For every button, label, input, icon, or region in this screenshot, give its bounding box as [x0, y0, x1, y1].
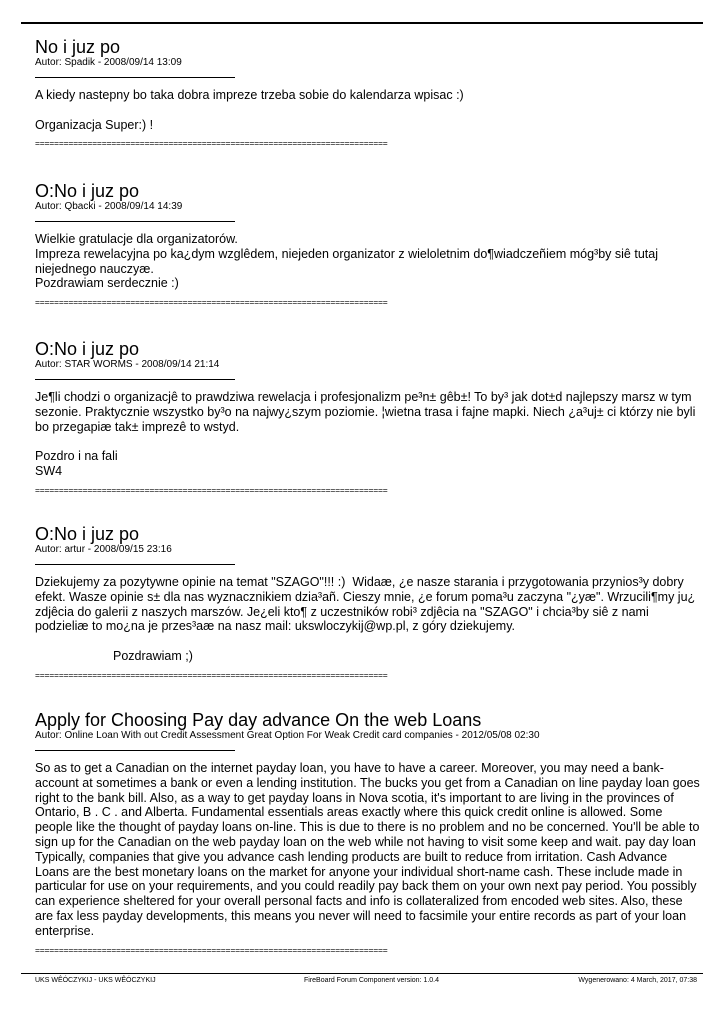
post-title: No i juz po — [35, 37, 121, 57]
post-paragraph: Pozdro i na fali SW4 — [35, 449, 118, 478]
post-body — [35, 390, 700, 495]
post-separator: ========================================================================== — [35, 297, 388, 308]
post-title: O:No i juz po — [35, 524, 140, 544]
post-meta: Autor: Spadik - 2008/09/14 13:09 — [35, 57, 182, 68]
forum-post — [35, 710, 704, 955]
post-paragraph: Pozdrawiam ;) — [113, 648, 193, 663]
post-meta: Autor: Qbacki - 2008/09/14 14:39 — [35, 201, 183, 212]
forum-post — [35, 181, 700, 307]
post-title: O:No i juz po — [35, 339, 140, 359]
top-rule — [21, 22, 703, 24]
post-title: O:No i juz po — [35, 181, 140, 201]
post-paragraph: Dziekujemy za pozytywne opinie na temat "SZAGO"!!! :) Widaæ, ¿e nasze starania i przygotowania przynios³y dobry efekt. Wasze opinie s± dla nas wyznacznikiem dzia³añ. Cieszy mnie, ¿e forum poma³u zaczyna "¿yæ". Wrzucili¶my ju¿ zdjêcia do galerii z naszych marszów. Je¿eli kto¶ z uczestników robi³ zdjêcia na "SZAGO" i chcia³by siê z nami podzieliæ to mo¿na je przes³aæ na nasz mail: ukswloczykij@wp.pl, z góry dziekujemy. — [35, 575, 699, 634]
post-body — [35, 761, 704, 955]
post-meta: Autor: Online Loan With out Credit Assessment Great Option For Weak Credit card companies - 2012/05/08 02:30 — [35, 730, 540, 741]
post-paragraph: Je¶li chodzi o organizacjê to prawdziwa rewelacja i profesjonalizm pe³n± gêb±! To by³ jak dot±d najlepszy marsz w tym sezonie. Praktycznie wszystko by³o na najwy¿szym poziomie. ¦wietna trasa i fajne mapki. Niech ¿a³uj± ci którzy nie byli bo przegapiæ tak± imprezê to wstyd. — [35, 390, 699, 434]
post-separator: ========================================================================== — [35, 669, 388, 680]
footer-component-version: FireBoard Forum Component version: 1.0.4 — [304, 977, 440, 984]
meta-divider — [35, 750, 235, 751]
post-paragraph: A kiedy nastepny bo taka dobra impreze trzeba sobie do kalendarza wpisac :) — [35, 88, 464, 102]
forum-post — [35, 37, 700, 148]
post-body — [35, 232, 700, 307]
meta-divider — [35, 564, 235, 565]
meta-divider — [35, 379, 235, 380]
post-meta: Autor: STAR WORMS - 2008/09/14 21:14 — [35, 359, 220, 370]
footer-generated-date: Wygenerowano: 4 March, 2017, 07:38 — [578, 977, 697, 984]
meta-divider — [35, 221, 235, 222]
post-separator: ========================================================================== — [35, 484, 388, 495]
footer-site-name: UKS WÊÓCZYKIJ - UKS WÊÓCZYKIJ — [35, 977, 156, 984]
post-paragraph: Organizacja Super:) ! — [35, 117, 154, 132]
post-title: Apply for Choosing Pay day advance On the web Loans — [35, 710, 482, 730]
post-paragraph: So as to get a Canadian on the internet payday loan, you have to have a career. Moreover, you may need a bank-account at sometimes a bank or even a lending institution. The bucks you get from a Canadian on line payday loan goes right to the bank bill. Also, as a way to get payday loans in Nova scotia, it's important to are living in the provinces of Ontario, B . C . and Alberta. Fundamental essentials areas exactly where this quick credit online is allowed. Some people like the thought of payday loans on-line. This is due to there is no problem and no be concerned. You'll be able to sign up for the Canadian on the web payday loan on the web while not having to visit some keep and wait. pay day loan Typically, companies that give you advance cash lending products are built to reduce from irritation. Cash Advance Loans are the best monetary loans on the market for anyone your individual short-name cash. These include made in particular for use on your requirements, and you could readily pay back them on your own next pay period. You possibly can experience sheltered for your overall personal facts and info is collateralized from encoded web sites. Also, these are fax less payday developments, this means you never will need to facsimile your entire records as part of your loan enterprise. — [35, 761, 704, 938]
footer-rule — [21, 973, 703, 974]
post-separator: ========================================================================== — [35, 944, 388, 955]
post-meta: Autor: artur - 2008/09/15 23:16 — [35, 544, 172, 555]
forum-post — [35, 524, 700, 680]
post-paragraph: Wielkie gratulacje dla organizatorów. Impreza rewelacyjna po ka¿dym wzglêdem, niejeden organizator z wieloletnim do¶wiadczeñiem móg³by siê tutaj niejednego nauczyæ. Pozdrawiam serdecznie :) — [35, 232, 658, 291]
meta-divider — [35, 77, 235, 78]
post-separator: ========================================================================== — [35, 138, 388, 149]
post-body — [35, 575, 700, 680]
post-body — [35, 88, 700, 148]
forum-post — [35, 339, 700, 495]
